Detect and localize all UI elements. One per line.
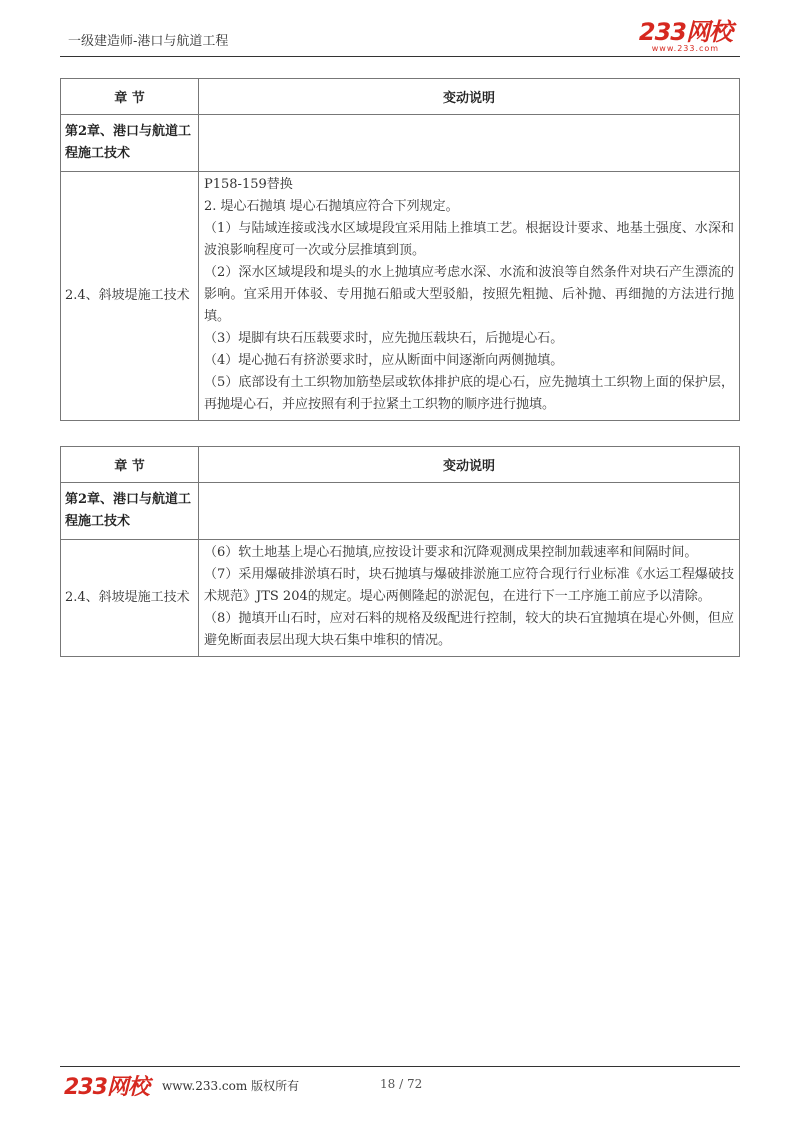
chapter-cell: 第2章、港口与航道工程施工技术 (61, 483, 199, 540)
chapter-cell: 第2章、港口与航道工程施工技术 (61, 115, 199, 172)
table-row (61, 172, 740, 421)
description-cell (199, 172, 740, 421)
table-row (61, 540, 740, 657)
description-line: （8）抛填开山石时，应对石料的规格及级配进行控制，较大的块石宜抛填在堤心外侧，但应避免断面表层出现大块石集中堆积的情况。 (204, 611, 734, 648)
document-header-title: 一级建造师-港口与航道工程 (68, 34, 229, 49)
description-cell (199, 540, 740, 657)
footer-copyright: www.233.com 版权所有 (162, 1079, 300, 1093)
col-header-section: 章 节 (61, 79, 199, 115)
header-divider (60, 56, 740, 57)
brand-logo (639, 20, 732, 53)
footer-divider (60, 1066, 740, 1067)
description-line: P158-159替换 (204, 177, 293, 192)
col-header-section: 章 节 (61, 447, 199, 483)
logo-text: 233网校 (638, 18, 732, 46)
description-line: （5）底部设有土工织物加筋垫层或软体排护底的堤心石，应先抛填土工织物上面的保护层，再抛堤心石，并应按照有利于拉紧土工织物的顺序进行抛填。 (204, 375, 734, 412)
change-table-1 (60, 78, 740, 421)
description-line: （3）堤脚有块石压载要求时，应先抛压载块石，后抛堤心石。 (204, 331, 564, 346)
chapter-row (61, 115, 740, 172)
table-header-row (61, 79, 740, 115)
description-line: （1）与陆域连接或浅水区域堤段宜采用陆上推填工艺。根据设计要求、地基土强度、水深和波浪影响程度可一次或分层推填到顶。 (204, 221, 734, 258)
section-cell: 2.4、斜坡堤施工技术 (61, 540, 199, 657)
logo-url: www.233.com (651, 44, 720, 53)
description-line: 2. 堤心石抛填 堤心石抛填应符合下列规定。 (204, 199, 459, 214)
description-line: （2）深水区域堤段和堤头的水上抛填应考虑水深、水流和波浪等自然条件对块石产生漂流的影响。宜采用开体驳、专用抛石船或大型驳船，按照先粗抛、后补抛、再细抛的方法进行抛填。 (204, 265, 734, 324)
footer-logo: 233网校 (64, 1075, 149, 1100)
chapter-empty-cell (199, 115, 740, 172)
page-number: 18 / 72 (380, 1077, 423, 1091)
chapter-empty-cell (199, 483, 740, 540)
table-header-row (61, 447, 740, 483)
change-table-2 (60, 446, 740, 657)
chapter-row (61, 483, 740, 540)
section-cell: 2.4、斜坡堤施工技术 (61, 172, 199, 421)
col-header-description: 变动说明 (199, 447, 740, 483)
description-line: （6）软土地基上堤心石抛填,应按设计要求和沉降观测成果控制加载速率和间隔时间。 (204, 545, 698, 560)
col-header-description: 变动说明 (199, 79, 740, 115)
description-line: （7）采用爆破排淤填石时，块石抛填与爆破排淤施工应符合现行行业标准《水运工程爆破技术规范》JTS 204的规定。堤心两侧隆起的淤泥包，在进行下一工序施工前应予以清除。 (204, 567, 734, 604)
description-line: （4）堤心抛石有挤淤要求时，应从断面中间逐渐向两侧抛填。 (204, 353, 564, 368)
